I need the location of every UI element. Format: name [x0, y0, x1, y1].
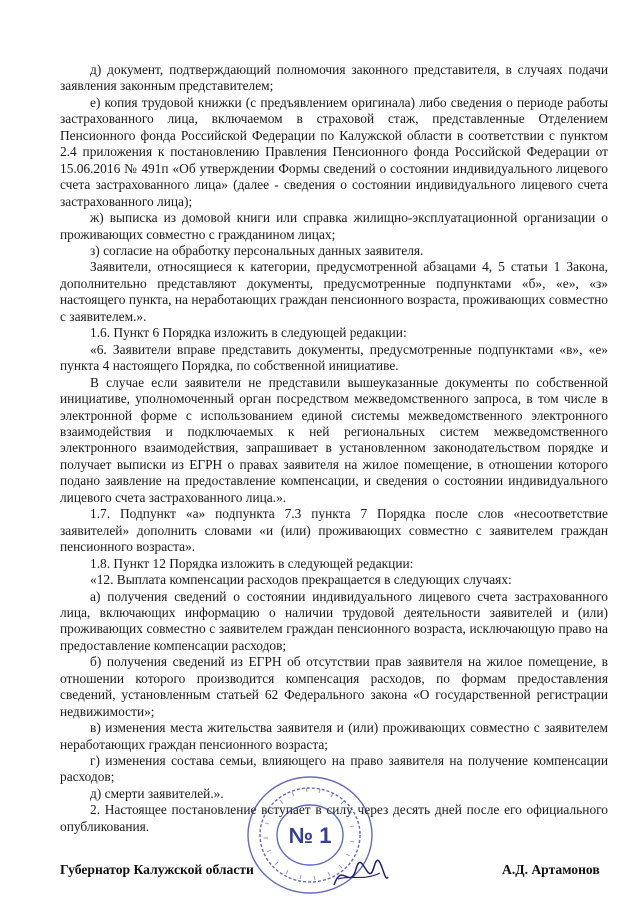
paragraph-12: «12. Выплата компенсации расходов прекращается в следующих случаях:	[90, 572, 512, 588]
paragraph-12-a: а) получения сведений о состоянии индивидуального лицевого счета застрахованного лица, включающих информацию о наличии трудовой деятельности заявителей и (или) проживающих совместно с заявителем граждан пенсионного возраста, исключающую право на предоставление компенсации расходов;	[60, 588, 608, 653]
seal-number: № 1	[288, 823, 332, 848]
governor-title: Губернатор Калужской области	[60, 862, 254, 877]
handwritten-signature	[330, 855, 390, 895]
paragraph-12-b: б) получения сведений из ЕГРН об отсутствии прав заявителя на жилое помещение, в отношении которого производится компенсация расходов, по формам предоставления сведений, установленным статьей 62 Федерального закона «О государственной регистрации недвижимости»;	[60, 654, 608, 719]
paragraph-1-7: 1.7. Подпункт «а» подпункта 7.3 пункта 7 Порядка после слов «несоответствие заявителей» дополнить словами «и (или) проживающих совместно с заявителем граждан пенсионного возраста».	[60, 506, 608, 555]
paragraph-d: д) документ, подтверждающий полномочия законного представителя, в случаях подачи заявления законным представителем;	[60, 62, 608, 94]
paragraph-6: «6. Заявители вправе представить документы, предусмотренные подпунктами «в», «е» пункта 4 настоящего Порядка, по собственной инициативе.	[60, 341, 608, 374]
paragraph-12-v: в) изменения места жительства заявителя и (или) проживающих совместно с заявителем неработающих граждан пенсионного возраста;	[60, 720, 608, 752]
paragraph-2: 2. Настоящее постановление вступает в силу через десять дней после его официального опубликования.	[60, 802, 608, 834]
paragraph-z: з) согласие на обработку персональных данных заявителя.	[90, 242, 424, 258]
paragraph-zh: ж) выписка из домовой книги или справка жилищно-эксплуатационной организации о проживающих совместно с гражданином лицах;	[60, 210, 608, 242]
governor-name: А.Д. Артамонов	[502, 862, 600, 877]
paragraph-1-6: 1.6. Пункт 6 Порядка изложить в следующей редакции:	[90, 325, 407, 341]
document-body	[60, 62, 608, 835]
paragraph-1-8: 1.8. Пункт 12 Порядка изложить в следующей редакции:	[90, 555, 414, 571]
paragraph-12-d: д) смерти заявителей.».	[90, 785, 224, 801]
paragraph-e: е) копия трудовой книжки (с предъявлением оригинала) либо сведения о периоде работы застрахованного лица, включаемом в страховой стаж, представленные Отделением Пенсионного фонда Российской Федерации по Калужской области в соответствии с пунктом 2.4 приложения к постановлению Правления Пенсионного фонда Российской Федерации от 15.06.2016 № 491п «Об утверждении Формы сведений о состоянии индивидуального лицевого счета застрахованного лица» (далее - сведения о состоянии индивидуального лицевого счета застрахованного лица);	[60, 94, 608, 209]
paragraph-12-g: г) изменения состава семьи, влияющего на право заявителя на получение компенсации расходов;	[60, 753, 608, 785]
paragraph-applicants: Заявители, относящиеся к категории, предусмотренной абзацами 4, 5 статьи 1 Закона, дополнительно представляют документы, предусмотренные подпунктами «б», «е», «з» настоящего пункта, на неработающих граждан пенсионного возраста, проживающих совместно с заявителем.».	[60, 259, 608, 324]
paragraph-interagency: В случае если заявители не представили вышеуказанные документы по собственной инициативе, уполномоченный орган посредством межведомственного запроса, в том числе в электронной форме с использованием единой системы межведомственного электронного взаимодействия и подключаемых к ней региональных систем межведомственного электронного взаимодействия, запрашивает в установленном законодательством порядке и получает выписки из ЕГРН о правах заявителя на жилое помещение, в отношении которого подано заявление на предоставление компенсации, и сведения о состоянии индивидуального лицевого счета застрахованного лица.».	[60, 374, 608, 505]
